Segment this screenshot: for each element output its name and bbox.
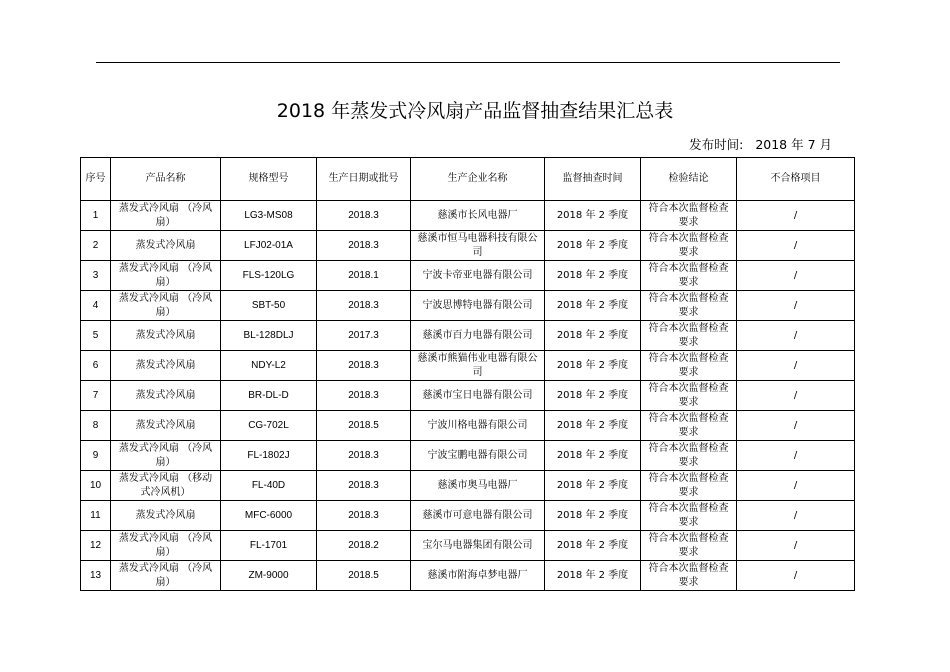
cell-conclusion: 符合本次监督检查要求 <box>641 321 737 351</box>
cell-serial: 3 <box>81 261 111 291</box>
cell-serial: 1 <box>81 201 111 231</box>
cell-conclusion: 符合本次监督检查要求 <box>641 441 737 471</box>
header-model: 规格型号 <box>221 158 317 201</box>
cell-conclusion: 符合本次监督检查要求 <box>641 501 737 531</box>
cell-inspection-time: 2018 年 2 季度 <box>545 351 641 381</box>
cell-manufacturer: 慈溪市长风电器厂 <box>411 201 545 231</box>
cell-model: MFC-6000 <box>221 501 317 531</box>
cell-failed-items: / <box>737 411 855 441</box>
cell-model: LG3-MS08 <box>221 201 317 231</box>
cell-product-name: 蒸发式冷风扇 （冷风扇） <box>111 261 221 291</box>
cell-model: CG-702L <box>221 411 317 441</box>
cell-product-name: 蒸发式冷风扇 （冷风扇） <box>111 291 221 321</box>
cell-manufacturer: 慈溪市宝日电器有限公司 <box>411 381 545 411</box>
cell-model: FL-1802J <box>221 441 317 471</box>
table-row <box>81 291 855 321</box>
cell-production-date: 2018.5 <box>317 561 411 591</box>
cell-failed-items: / <box>737 351 855 381</box>
cell-production-date: 2018.5 <box>317 411 411 441</box>
cell-manufacturer: 慈溪市附海卓梦电器厂 <box>411 561 545 591</box>
table-row <box>81 351 855 381</box>
cell-inspection-time: 2018 年 2 季度 <box>545 441 641 471</box>
cell-inspection-time: 2018 年 2 季度 <box>545 231 641 261</box>
cell-serial: 7 <box>81 381 111 411</box>
cell-manufacturer: 慈溪市奥马电器厂 <box>411 471 545 501</box>
cell-product-name: 蒸发式冷风扇 <box>111 351 221 381</box>
cell-conclusion: 符合本次监督检查要求 <box>641 261 737 291</box>
cell-inspection-time: 2018 年 2 季度 <box>545 531 641 561</box>
cell-inspection-time: 2018 年 2 季度 <box>545 561 641 591</box>
cell-model: FLS-120LG <box>221 261 317 291</box>
cell-manufacturer: 宁波宝鹏电器有限公司 <box>411 441 545 471</box>
cell-production-date: 2018.3 <box>317 351 411 381</box>
cell-conclusion: 符合本次监督检查要求 <box>641 231 737 261</box>
cell-production-date: 2018.3 <box>317 381 411 411</box>
table-body <box>81 201 855 591</box>
cell-manufacturer: 宝尔马电器集团有限公司 <box>411 531 545 561</box>
cell-inspection-time: 2018 年 2 季度 <box>545 381 641 411</box>
table-row <box>81 381 855 411</box>
cell-conclusion: 符合本次监督检查要求 <box>641 411 737 441</box>
header-inspection-time: 监督抽查时间 <box>545 158 641 201</box>
table-row <box>81 201 855 231</box>
table-row <box>81 501 855 531</box>
cell-manufacturer: 慈溪市恒马电器科技有限公司 <box>411 231 545 261</box>
cell-manufacturer: 慈溪市熊猫伟业电器有限公司 <box>411 351 545 381</box>
publish-date <box>660 136 832 154</box>
cell-failed-items: / <box>737 381 855 411</box>
header-conclusion: 检验结论 <box>641 158 737 201</box>
cell-inspection-time: 2018 年 2 季度 <box>545 201 641 231</box>
publish-date-value: 2018 年 7 月 <box>755 137 832 152</box>
cell-production-date: 2018.3 <box>317 201 411 231</box>
cell-product-name: 蒸发式冷风扇 <box>111 231 221 261</box>
cell-serial: 13 <box>81 561 111 591</box>
cell-failed-items: / <box>737 231 855 261</box>
cell-production-date: 2018.3 <box>317 291 411 321</box>
cell-serial: 11 <box>81 501 111 531</box>
cell-product-name: 蒸发式冷风扇 <box>111 321 221 351</box>
cell-product-name: 蒸发式冷风扇 （移动式冷风机） <box>111 471 221 501</box>
cell-conclusion: 符合本次监督检查要求 <box>641 471 737 501</box>
results-table <box>80 157 855 591</box>
cell-production-date: 2017.3 <box>317 321 411 351</box>
header-rule <box>96 62 840 63</box>
cell-production-date: 2018.3 <box>317 501 411 531</box>
cell-product-name: 蒸发式冷风扇 （冷风扇） <box>111 561 221 591</box>
cell-conclusion: 符合本次监督检查要求 <box>641 561 737 591</box>
table-row <box>81 261 855 291</box>
cell-manufacturer: 慈溪市百力电器有限公司 <box>411 321 545 351</box>
table-row <box>81 471 855 501</box>
header-manufacturer: 生产企业名称 <box>411 158 545 201</box>
cell-model: BR-DL-D <box>221 381 317 411</box>
cell-serial: 4 <box>81 291 111 321</box>
cell-product-name: 蒸发式冷风扇 <box>111 381 221 411</box>
cell-model: FL-40D <box>221 471 317 501</box>
cell-production-date: 2018.3 <box>317 231 411 261</box>
header-serial: 序号 <box>81 158 111 201</box>
cell-manufacturer: 宁波思博特电器有限公司 <box>411 291 545 321</box>
cell-product-name: 蒸发式冷风扇 （冷风扇） <box>111 531 221 561</box>
cell-product-name: 蒸发式冷风扇 <box>111 501 221 531</box>
cell-failed-items: / <box>737 561 855 591</box>
header-failed-items: 不合格项目 <box>737 158 855 201</box>
cell-production-date: 2018.3 <box>317 441 411 471</box>
publish-date-label: 发布时间: <box>689 137 744 152</box>
cell-manufacturer: 慈溪市可意电器有限公司 <box>411 501 545 531</box>
cell-model: LFJ02-01A <box>221 231 317 261</box>
cell-conclusion: 符合本次监督检查要求 <box>641 201 737 231</box>
cell-inspection-time: 2018 年 2 季度 <box>545 261 641 291</box>
cell-failed-items: / <box>737 501 855 531</box>
cell-serial: 6 <box>81 351 111 381</box>
cell-manufacturer: 宁波川格电器有限公司 <box>411 411 545 441</box>
cell-serial: 10 <box>81 471 111 501</box>
cell-manufacturer: 宁波卡帝亚电器有限公司 <box>411 261 545 291</box>
table-row <box>81 321 855 351</box>
table-row <box>81 231 855 261</box>
cell-failed-items: / <box>737 471 855 501</box>
cell-production-date: 2018.2 <box>317 531 411 561</box>
cell-serial: 9 <box>81 441 111 471</box>
cell-conclusion: 符合本次监督检查要求 <box>641 351 737 381</box>
document-title: 2018 年蒸发式冷风扇产品监督抽查结果汇总表 <box>276 100 674 122</box>
cell-failed-items: / <box>737 201 855 231</box>
cell-inspection-time: 2018 年 2 季度 <box>545 291 641 321</box>
cell-serial: 2 <box>81 231 111 261</box>
cell-failed-items: / <box>737 261 855 291</box>
cell-product-name: 蒸发式冷风扇 （冷风扇） <box>111 441 221 471</box>
table-row <box>81 531 855 561</box>
cell-serial: 5 <box>81 321 111 351</box>
cell-production-date: 2018.1 <box>317 261 411 291</box>
cell-failed-items: / <box>737 531 855 561</box>
cell-failed-items: / <box>737 441 855 471</box>
header-production-date: 生产日期或批号 <box>317 158 411 201</box>
table-row <box>81 441 855 471</box>
cell-model: ZM-9000 <box>221 561 317 591</box>
cell-failed-items: / <box>737 291 855 321</box>
cell-conclusion: 符合本次监督检查要求 <box>641 531 737 561</box>
header-product-name: 产品名称 <box>111 158 221 201</box>
table-row <box>81 561 855 591</box>
cell-inspection-time: 2018 年 2 季度 <box>545 471 641 501</box>
cell-product-name: 蒸发式冷风扇 （冷风扇） <box>111 201 221 231</box>
cell-conclusion: 符合本次监督检查要求 <box>641 381 737 411</box>
cell-failed-items: / <box>737 321 855 351</box>
cell-model: BL-128DLJ <box>221 321 317 351</box>
cell-production-date: 2018.3 <box>317 471 411 501</box>
cell-serial: 8 <box>81 411 111 441</box>
cell-inspection-time: 2018 年 2 季度 <box>545 501 641 531</box>
table-header-row <box>81 158 855 201</box>
cell-inspection-time: 2018 年 2 季度 <box>545 321 641 351</box>
cell-model: SBT-50 <box>221 291 317 321</box>
cell-serial: 12 <box>81 531 111 561</box>
cell-model: FL-1701 <box>221 531 317 561</box>
table-row <box>81 411 855 441</box>
cell-product-name: 蒸发式冷风扇 <box>111 411 221 441</box>
cell-model: NDY-L2 <box>221 351 317 381</box>
cell-inspection-time: 2018 年 2 季度 <box>545 411 641 441</box>
cell-conclusion: 符合本次监督检查要求 <box>641 291 737 321</box>
